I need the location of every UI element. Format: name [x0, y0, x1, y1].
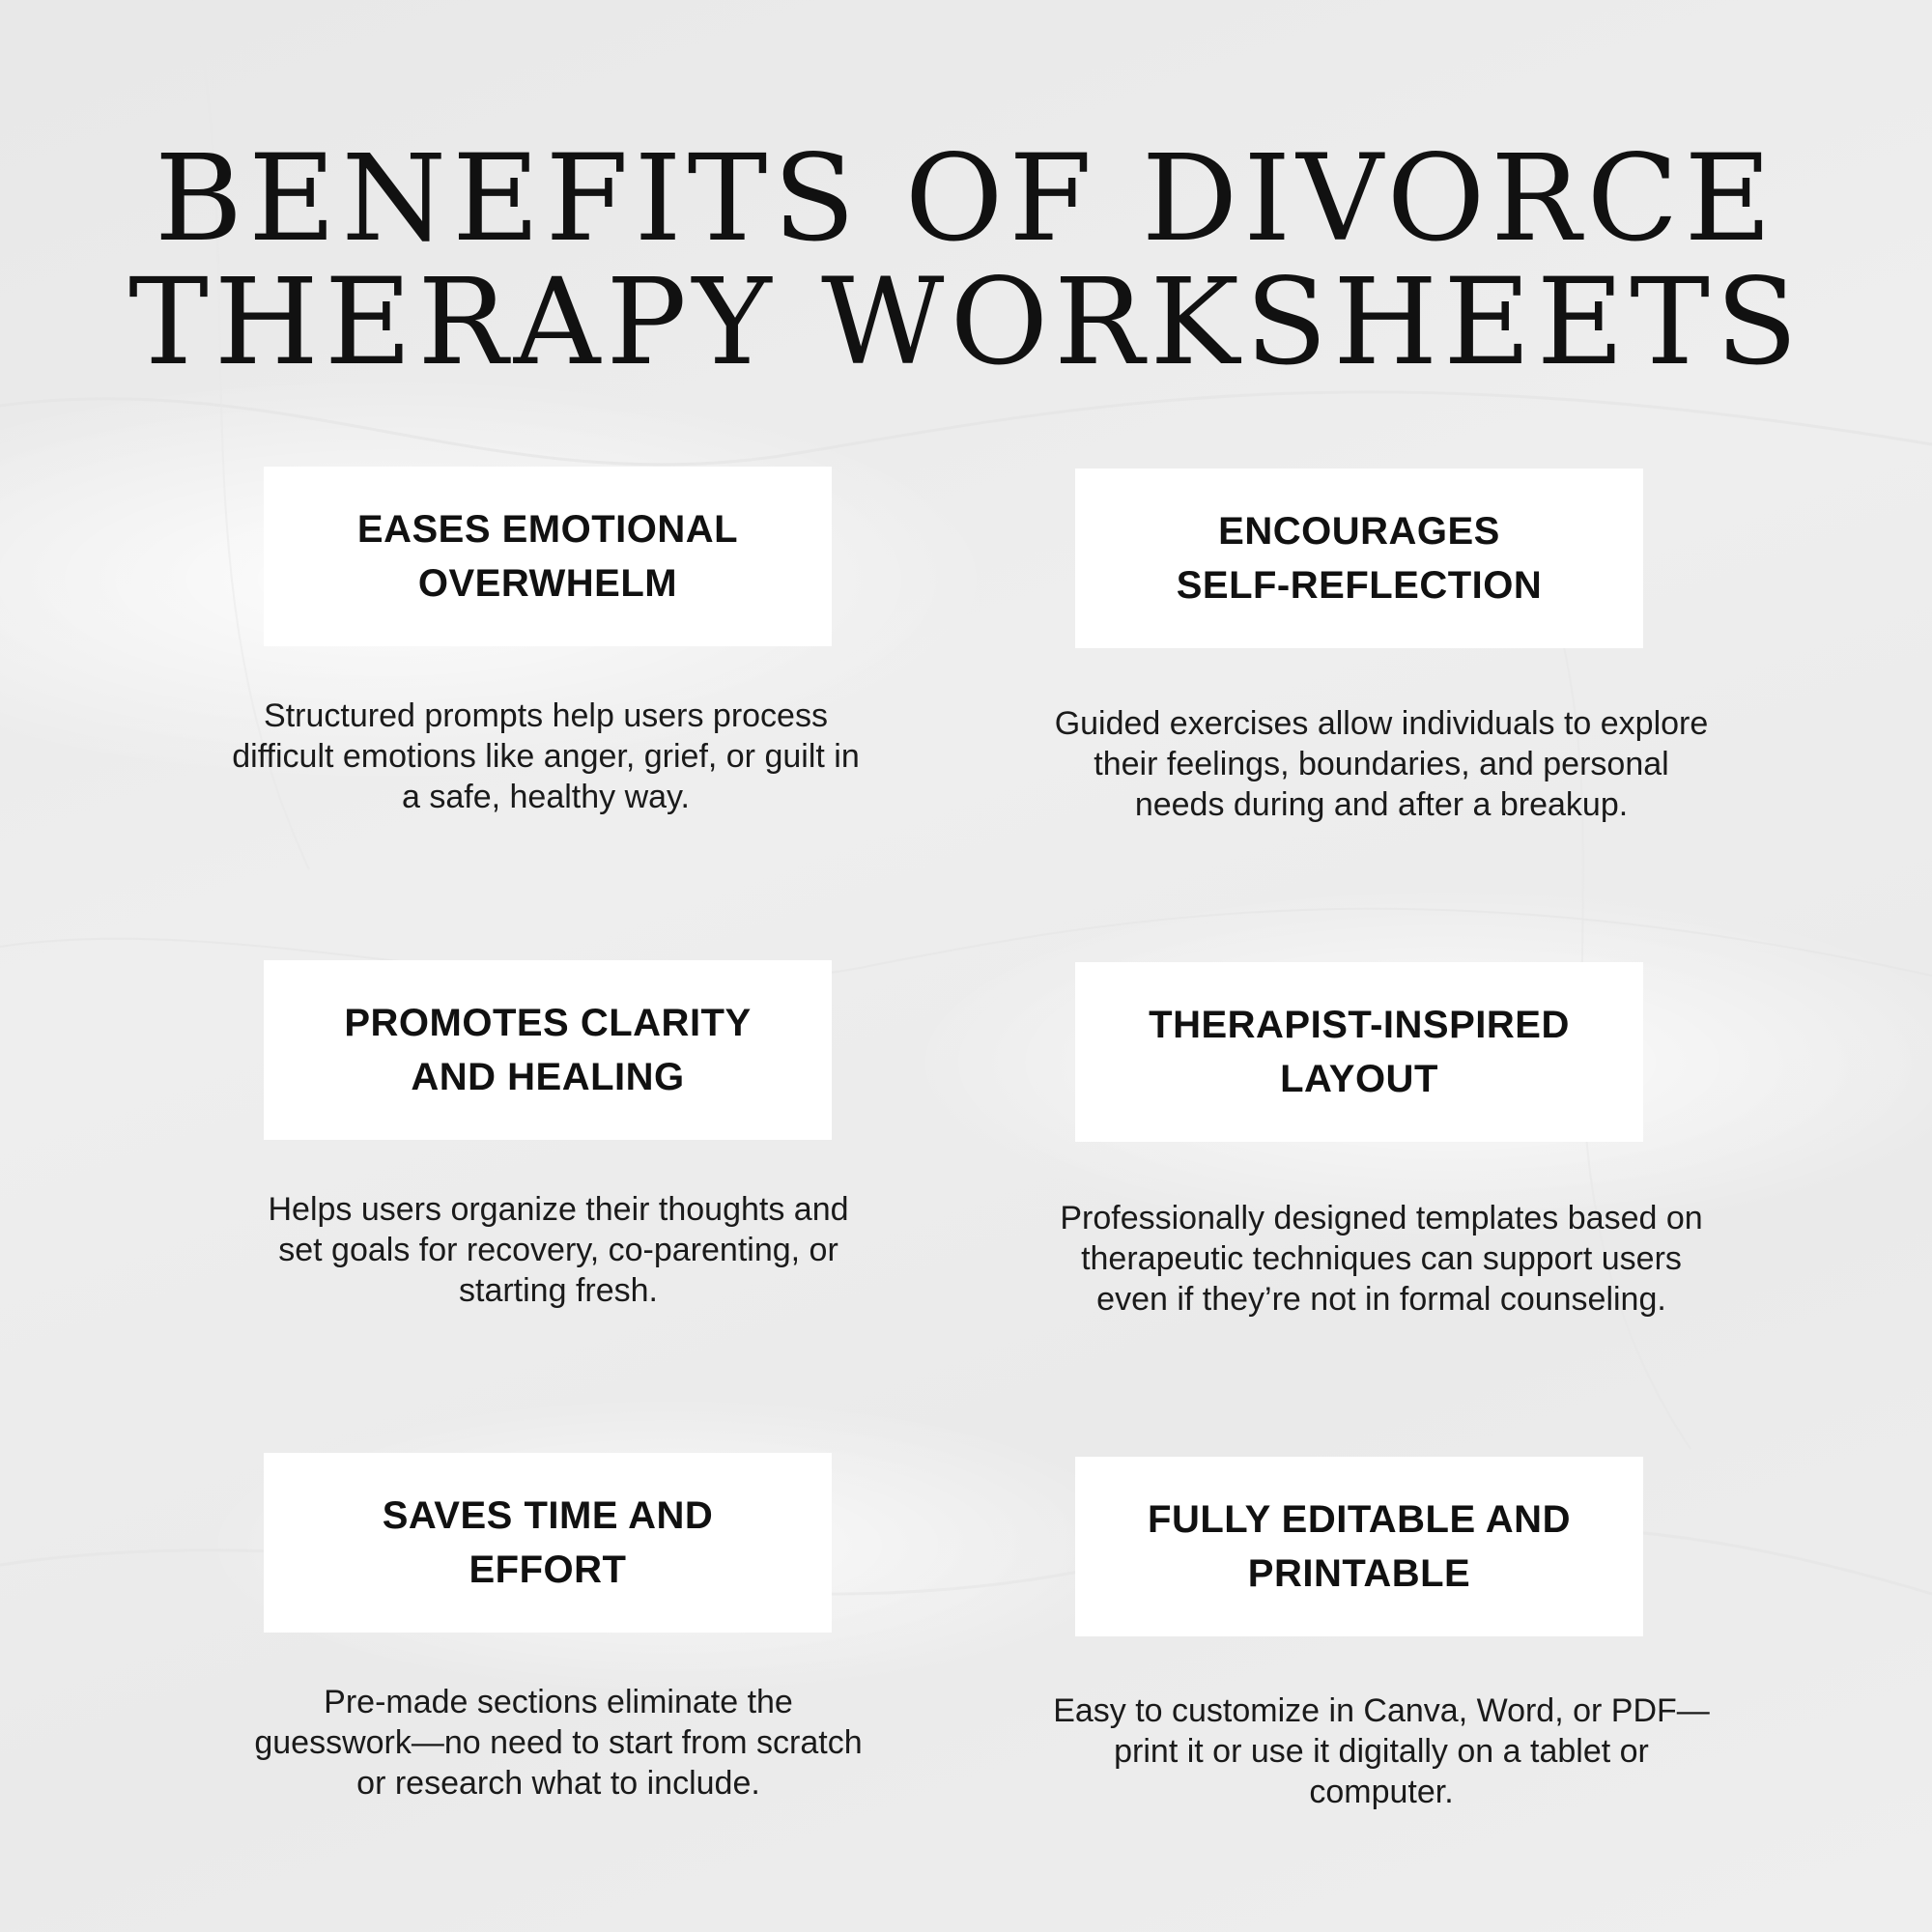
description-line: difficult emotions like anger, grief, or guilt in — [232, 738, 860, 775]
description-line: their feelings, boundaries, and personal — [1094, 746, 1669, 782]
benefit-heading — [1148, 1492, 1571, 1601]
benefit-heading-line: EASES EMOTIONAL — [356, 508, 739, 551]
description-line: Structured prompts help users process — [264, 697, 828, 734]
benefit-heading-line: THERAPIST-INSPIRED — [1149, 1004, 1570, 1046]
benefit-card-saves-time — [264, 1453, 832, 1633]
description-line: Professionally designed templates based on — [1060, 1200, 1703, 1236]
benefit-heading — [344, 996, 751, 1104]
benefit-description-self-reflection — [985, 703, 1777, 825]
description-line: starting fresh. — [459, 1272, 658, 1309]
benefit-heading-line: SELF-REFLECTION — [1176, 564, 1543, 607]
benefit-description-clarity-healing — [162, 1189, 954, 1311]
description-line: Helps users organize their thoughts and — [268, 1191, 849, 1228]
benefit-heading-line: ENCOURAGES — [1218, 510, 1500, 553]
title-line-1: BENEFITS OF DIVORCE — [154, 129, 1778, 269]
description-line: print it or use it digitally on a tablet or — [1114, 1733, 1649, 1770]
benefit-heading — [357, 502, 738, 611]
description-line: a safe, healthy way. — [402, 779, 690, 815]
benefit-heading — [1177, 504, 1543, 612]
description-line: even if they’re not in formal counseling. — [1096, 1281, 1666, 1318]
description-line: computer. — [1309, 1774, 1454, 1810]
description-line: therapeutic techniques can support users — [1081, 1240, 1682, 1277]
benefit-heading-line: EFFORT — [469, 1548, 627, 1591]
benefit-heading — [1149, 998, 1570, 1106]
description-line: Easy to customize in Canva, Word, or PDF— — [1053, 1692, 1710, 1729]
benefit-description-emotional-overwhelm — [150, 696, 942, 817]
description-line: needs during and after a breakup. — [1134, 786, 1629, 823]
benefit-card-therapist-layout — [1075, 962, 1643, 1142]
benefit-description-saves-time — [162, 1682, 954, 1804]
benefit-card-self-reflection — [1075, 469, 1643, 648]
benefit-heading — [383, 1489, 714, 1597]
benefit-card-editable-printable — [1075, 1457, 1643, 1636]
benefit-heading-line: PRINTABLE — [1247, 1552, 1471, 1595]
benefit-heading-line: FULLY EDITABLE AND — [1148, 1498, 1571, 1541]
benefit-heading-line: OVERWHELM — [417, 562, 678, 605]
benefit-heading-line: LAYOUT — [1280, 1058, 1438, 1100]
title-line-2: THERAPY WORKSHEETS — [128, 253, 1804, 392]
benefit-description-therapist-layout — [985, 1198, 1777, 1320]
description-line: Pre-made sections eliminate the — [324, 1684, 793, 1720]
benefit-description-editable-printable — [985, 1690, 1777, 1812]
benefit-card-emotional-overwhelm — [264, 467, 832, 646]
benefit-card-clarity-healing — [264, 960, 832, 1140]
benefit-heading-line: SAVES TIME AND — [382, 1494, 714, 1537]
description-line: guesswork—no need to start from scratch — [254, 1724, 863, 1761]
benefit-heading-line: AND HEALING — [411, 1056, 685, 1098]
page-title — [0, 129, 1932, 392]
description-line: Guided exercises allow individuals to explore — [1054, 705, 1709, 742]
description-line: or research what to include. — [356, 1765, 760, 1802]
benefit-heading-line: PROMOTES CLARITY — [344, 1002, 752, 1044]
description-line: set goals for recovery, co-parenting, or — [278, 1232, 838, 1268]
